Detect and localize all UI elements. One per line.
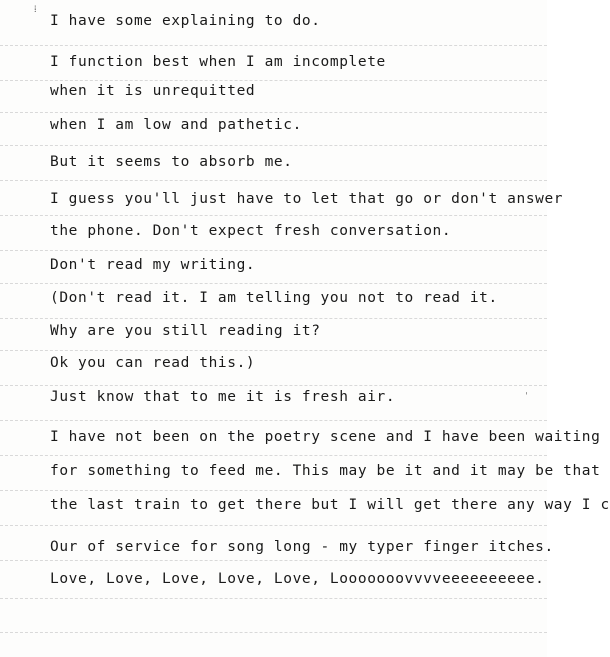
page-rule (0, 420, 547, 421)
text-line: But it seems to absorb me. (50, 154, 293, 170)
text-line: Our of service for song long - my typer finger itches. (50, 539, 554, 555)
page-rule (0, 112, 547, 113)
text-line: Don't read my writing. (50, 257, 256, 273)
text-line: (Don't read it. I am telling you not to read it. (50, 290, 498, 306)
page-rule (0, 45, 547, 46)
text-line: Just know that to me it is fresh air. (50, 389, 396, 405)
page-rule (0, 215, 547, 216)
page-rule (0, 598, 547, 599)
text-line: I function best when I am incomplete (50, 54, 386, 70)
text-line: Why are you still reading it? (50, 323, 321, 339)
text-line: Love, Love, Love, Love, Love, Looooooovvvveeeeeeeeee. (50, 571, 545, 587)
page-rule (0, 455, 547, 456)
stray-mark: ˈ (524, 392, 530, 402)
text-line: I have not been on the poetry scene and I have been waiting (50, 429, 601, 445)
text-line: the phone. Don't expect fresh conversation. (50, 223, 452, 239)
text-line: the last train to get there but I will get there any way I c (50, 497, 610, 513)
text-line: for something to feed me. This may be it and it may be that (50, 463, 601, 479)
page-rule (0, 560, 547, 561)
page-rule (0, 632, 547, 633)
page-rule (0, 490, 547, 491)
text-line: when I am low and pathetic. (50, 117, 302, 133)
page-rule (0, 180, 547, 181)
page-rule (0, 250, 547, 251)
text-line: Ok you can read this.) (50, 355, 256, 371)
page-rule (0, 145, 547, 146)
text-line: I have some explaining to do. (50, 13, 321, 29)
page-rule (0, 525, 547, 526)
page-rule (0, 318, 547, 319)
text-line: when it is unrequitted (50, 83, 256, 99)
page-rule (0, 283, 547, 284)
text-line: I guess you'll just have to let that go or don't answer (50, 191, 564, 207)
page-rule (0, 350, 547, 351)
page-rule (0, 80, 547, 81)
page-rule (0, 385, 547, 386)
stray-mark: ⁞ (34, 5, 37, 15)
